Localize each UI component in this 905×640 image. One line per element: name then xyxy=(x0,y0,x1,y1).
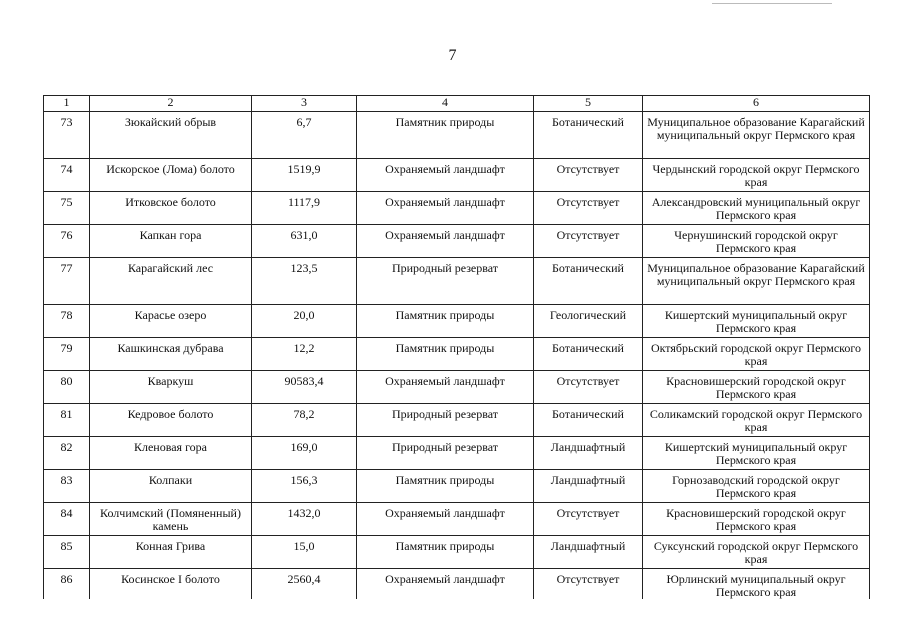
category-cell: Охраняемый ландшафт xyxy=(357,159,534,192)
category-cell: Охраняемый ландшафт xyxy=(357,503,534,536)
column-header: 1 xyxy=(44,96,90,112)
name-cell: Зюкайский обрыв xyxy=(90,112,252,159)
row-number-cell: 75 xyxy=(44,192,90,225)
row-number-cell: 81 xyxy=(44,404,90,437)
row-number-cell: 83 xyxy=(44,470,90,503)
category-cell: Охраняемый ландшафт xyxy=(357,371,534,404)
profile-cell: Ландшафтный xyxy=(534,437,643,470)
location-cell: Чернушинский городской округ Пермского края xyxy=(643,225,870,258)
area-cell: 631,0 xyxy=(252,225,357,258)
profile-cell: Отсутствует xyxy=(534,192,643,225)
table-row xyxy=(44,225,870,258)
table-row xyxy=(44,258,870,305)
row-number-cell: 80 xyxy=(44,371,90,404)
location-cell: Чердынский городской округ Пермского края xyxy=(643,159,870,192)
profile-cell: Отсутствует xyxy=(534,569,643,600)
row-number-cell: 82 xyxy=(44,437,90,470)
category-cell: Памятник природы xyxy=(357,305,534,338)
column-header: 4 xyxy=(357,96,534,112)
column-number-row xyxy=(44,96,870,112)
row-number-cell: 85 xyxy=(44,536,90,569)
name-cell: Кашкинская дубрава xyxy=(90,338,252,371)
name-cell: Косинское I болото xyxy=(90,569,252,600)
column-header: 6 xyxy=(643,96,870,112)
location-cell: Муниципальное образование Карагайский муниципальный округ Пермского края xyxy=(643,112,870,159)
category-cell: Природный резерват xyxy=(357,258,534,305)
location-cell: Горнозаводский городской округ Пермского края xyxy=(643,470,870,503)
table-row xyxy=(44,112,870,159)
table-row xyxy=(44,371,870,404)
area-cell: 156,3 xyxy=(252,470,357,503)
category-cell: Природный резерват xyxy=(357,437,534,470)
location-cell: Кишертский муниципальный округ Пермского края xyxy=(643,305,870,338)
row-number-cell: 86 xyxy=(44,569,90,600)
area-cell: 2560,4 xyxy=(252,569,357,600)
profile-cell: Ботанический xyxy=(534,404,643,437)
category-cell: Памятник природы xyxy=(357,536,534,569)
location-cell: Октябрьский городской округ Пермского края xyxy=(643,338,870,371)
table-row xyxy=(44,159,870,192)
location-cell: Соликамский городской округ Пермского края xyxy=(643,404,870,437)
profile-cell: Ботанический xyxy=(534,338,643,371)
location-cell: Александровский муниципальный округ Пермского края xyxy=(643,192,870,225)
row-number-cell: 79 xyxy=(44,338,90,371)
profile-cell: Геологический xyxy=(534,305,643,338)
column-header: 3 xyxy=(252,96,357,112)
profile-cell: Отсутствует xyxy=(534,503,643,536)
row-number-cell: 77 xyxy=(44,258,90,305)
area-cell: 169,0 xyxy=(252,437,357,470)
name-cell: Карасье озеро xyxy=(90,305,252,338)
area-cell: 20,0 xyxy=(252,305,357,338)
area-cell: 78,2 xyxy=(252,404,357,437)
category-cell: Охраняемый ландшафт xyxy=(357,192,534,225)
category-cell: Памятник природы xyxy=(357,112,534,159)
name-cell: Кленовая гора xyxy=(90,437,252,470)
profile-cell: Ландшафтный xyxy=(534,536,643,569)
category-cell: Природный резерват xyxy=(357,404,534,437)
location-cell: Кишертский муниципальный округ Пермского края xyxy=(643,437,870,470)
profile-cell: Отсутствует xyxy=(534,159,643,192)
table-row xyxy=(44,569,870,600)
profile-cell: Отсутствует xyxy=(534,225,643,258)
name-cell: Искорское (Лома) болото xyxy=(90,159,252,192)
table-row xyxy=(44,536,870,569)
table-row xyxy=(44,305,870,338)
area-cell: 1519,9 xyxy=(252,159,357,192)
table-row xyxy=(44,338,870,371)
location-cell: Красновишерский городской округ Пермского края xyxy=(643,503,870,536)
name-cell: Капкан гора xyxy=(90,225,252,258)
profile-cell: Ботанический xyxy=(534,112,643,159)
name-cell: Карагайский лес xyxy=(90,258,252,305)
area-cell: 123,5 xyxy=(252,258,357,305)
row-number-cell: 76 xyxy=(44,225,90,258)
name-cell: Кваркуш xyxy=(90,371,252,404)
area-cell: 90583,4 xyxy=(252,371,357,404)
category-cell: Охраняемый ландшафт xyxy=(357,225,534,258)
location-cell: Красновишерский городской округ Пермского края xyxy=(643,371,870,404)
category-cell: Памятник природы xyxy=(357,338,534,371)
area-cell: 1117,9 xyxy=(252,192,357,225)
page-number: 7 xyxy=(448,47,457,64)
area-cell: 1432,0 xyxy=(252,503,357,536)
area-cell: 6,7 xyxy=(252,112,357,159)
location-cell: Муниципальное образование Карагайский муниципальный округ Пермского края xyxy=(643,258,870,305)
row-number-cell: 84 xyxy=(44,503,90,536)
row-number-cell: 74 xyxy=(44,159,90,192)
name-cell: Колчимский (Помяненный) камень xyxy=(90,503,252,536)
profile-cell: Ландшафтный xyxy=(534,470,643,503)
column-header: 2 xyxy=(90,96,252,112)
location-cell: Юрлинский муниципальный округ Пермского края xyxy=(643,569,870,600)
area-cell: 12,2 xyxy=(252,338,357,371)
top-scan-line xyxy=(712,3,832,4)
name-cell: Конная Грива xyxy=(90,536,252,569)
area-cell: 15,0 xyxy=(252,536,357,569)
row-number-cell: 78 xyxy=(44,305,90,338)
table-row xyxy=(44,437,870,470)
table-row xyxy=(44,404,870,437)
protected-areas-table xyxy=(43,95,870,599)
table-row xyxy=(44,503,870,536)
column-header: 5 xyxy=(534,96,643,112)
name-cell: Кедровое болото xyxy=(90,404,252,437)
category-cell: Памятник природы xyxy=(357,470,534,503)
table-row xyxy=(44,470,870,503)
table-row xyxy=(44,192,870,225)
profile-cell: Отсутствует xyxy=(534,371,643,404)
location-cell: Суксунский городской округ Пермского края xyxy=(643,536,870,569)
name-cell: Колпаки xyxy=(90,470,252,503)
row-number-cell: 73 xyxy=(44,112,90,159)
name-cell: Итковское болото xyxy=(90,192,252,225)
category-cell: Охраняемый ландшафт xyxy=(357,569,534,600)
profile-cell: Ботанический xyxy=(534,258,643,305)
